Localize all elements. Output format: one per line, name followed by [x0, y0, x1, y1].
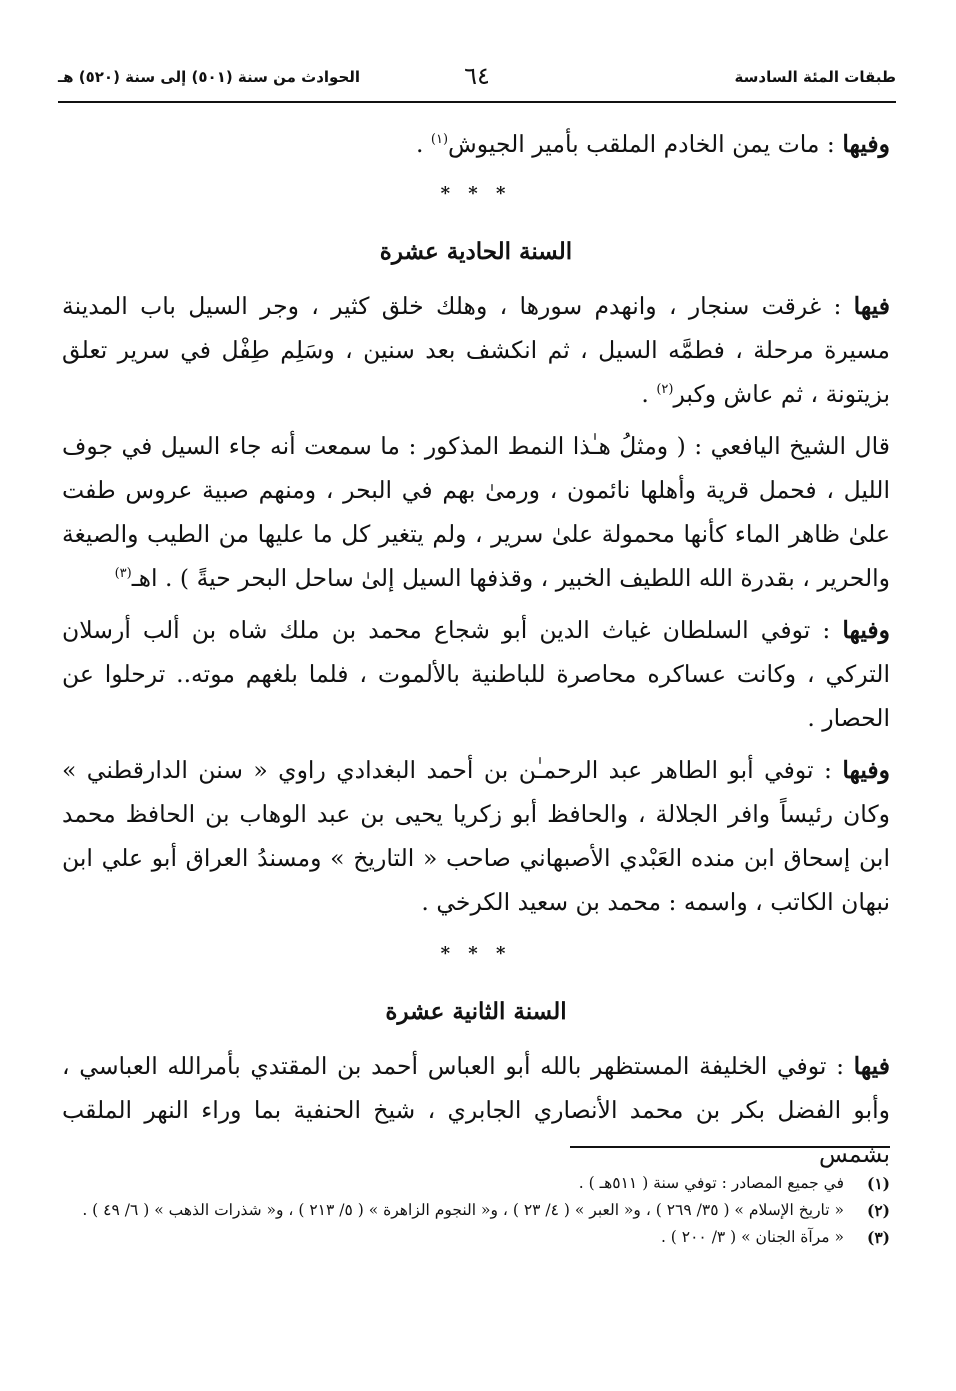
paragraph-end: . — [415, 130, 431, 158]
paragraph-text: قال الشيخ اليافعي : ( ومثلُ هـٰذا النمط المذكور : ما سمعت أنه جاء السيل في جوف الليل ، فحمل قرية وأهلها نائمون ، ورمىٰ بهم في البحر ، ومنهم صبية عروس طفت علىٰ ظاهر الماء كأنها محمولة علىٰ سرير ، ولم يتغير كل ما عليها من الطيب والصيغة والحرير ، بقدرة الله اللطيف الخبير ، وقذفها السيل إلىٰ ساحل البحر حيةً ) . اهـ — [62, 432, 890, 592]
paragraph-text: : توفي السلطان غياث الدين أبو شجاع محمد بن ملك شاه بن ألب أرسلان التركي ، وكانت عساكره محاصرة للباطنية بالألموت ، فلما بلغهم موته.. ترحلوا عن الحصار . — [62, 616, 890, 732]
section-divider: * * * — [440, 943, 512, 964]
paragraph-keyword: فيها — [853, 292, 890, 320]
paragraph-text: : مات يمن الخادم الملقب بأمير الجيوش — [448, 130, 843, 158]
paragraph-keyword: وفيها — [842, 756, 890, 784]
footnote-number: (١) — [866, 1174, 890, 1193]
footnote-ref: (٢) — [656, 382, 674, 398]
running-header — [58, 62, 896, 98]
paragraph — [62, 284, 890, 416]
footnotes — [58, 1170, 890, 1251]
footnote-number: (٣) — [866, 1228, 890, 1247]
footnote-item — [58, 1170, 890, 1197]
section-title: السنة الحادية عشرة — [379, 238, 573, 265]
footnote-ref: (١) — [430, 132, 449, 148]
paragraph-text: : غرقت سنجار ، وانهدم سورها ، وهلك خلق كثير ، وجر السيل باب المدينة مسيرة مرحلة ، فطمَّه السيل ، ثم انكشف بعد سنين ، وسَلِم طِفْل في سرير تعلق بزيتونة ، ثم عاش وكبر — [62, 292, 890, 408]
footnote-text: « تاريخ الإسلام » ( ٣٥/ ٢٦٩ ) ، و« العبر » ( ٤/ ٢٣ ) ، و« النجوم الزاهرة » ( ٥/ ٢١٣ ) ، و« شذرات الذهب » ( ٦/ ٤٩ ) . — [82, 1201, 844, 1219]
header-section-title: الحوادث من سنة (٥٠١) إلى سنة (٥٢٠) هـ — [58, 68, 361, 86]
paragraph-keyword: وفيها — [842, 616, 890, 644]
footnote-text: « مرآة الجنان » ( ٣/ ٢٠٠ ) . — [660, 1228, 844, 1246]
paragraph — [62, 122, 890, 166]
section-title: السنة الثانية عشرة — [385, 998, 567, 1025]
footnote-item — [58, 1224, 890, 1251]
footnote-item — [58, 1197, 890, 1224]
header-book-title: طبقات المئة السادسة — [734, 68, 896, 86]
paragraph-keyword: فيها — [853, 1052, 890, 1080]
footnote-number: (٢) — [866, 1201, 890, 1220]
paragraph-keyword: وفيها — [842, 130, 890, 158]
page-number: ٦٤ — [464, 62, 490, 90]
header-rule — [58, 101, 896, 103]
paragraph-text: : توفي أبو الطاهر عبد الرحمـٰن بن أحمد البغدادي راوي « سنن الدارقطني » وكان رئيساً وافر الجلالة ، والحافظ أبو زكريا يحيى بن عبد الوهاب بن الحافظ محمد ابن إسحاق ابن منده العَبْدي الأصبهاني صاحب « التاريخ » ومسندُ العراق أبو علي ابن نبهان الكاتب ، واسمه : محمد بن سعيد الكرخي . — [62, 756, 890, 916]
paragraph — [62, 424, 890, 600]
paragraph-text: : توفي الخليفة المستظهر بالله أبو العباس أحمد بن المقتدي بأمرالله العباسي ، وأبو الفضل بكر بن محمد الأنصاري الجابري ، شيخ الحنفية بما وراء النهر الملقب بشمس — [62, 1052, 890, 1168]
main-text — [62, 122, 890, 1184]
paragraph — [62, 748, 890, 924]
section-divider: * * * — [440, 183, 512, 204]
footnote-ref: (٣) — [114, 566, 132, 582]
paragraph — [62, 608, 890, 740]
footnote-text: في جميع المصادر : توفي سنة ( ٥١١هـ ) . — [578, 1174, 844, 1192]
paragraph-end: . — [641, 380, 657, 408]
paragraph — [62, 1044, 890, 1176]
footnote-rule — [570, 1146, 890, 1148]
